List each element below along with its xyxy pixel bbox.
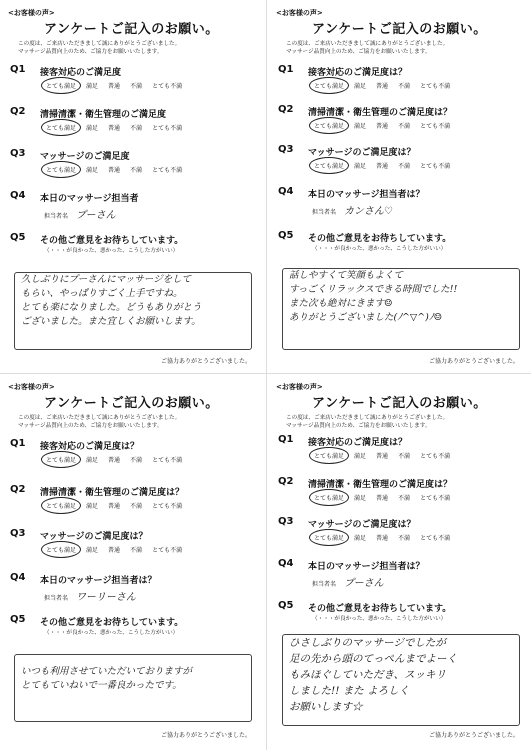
question-5: Q5 その他ご意見をお待ちしています。 （・・・が良かった、悪かった、こうした方がいい） xyxy=(10,232,184,254)
option-very-satisfied: とても満足 xyxy=(44,544,78,555)
staff-name: ワーリーさん xyxy=(75,592,136,603)
option-satisfied: 満足 xyxy=(354,495,367,502)
staff-name: カンさん♡ xyxy=(343,206,393,217)
comment-box: いつも利用させていただいておりますが とてもていねいで一番良かったです。 xyxy=(14,654,252,722)
option-very-dissatisfied: とても不満 xyxy=(420,123,451,130)
question-4: Q4 本日のマッサージ担当者は？ 担当者名 カンさん♡ xyxy=(278,186,425,217)
rating-options xyxy=(312,160,452,171)
survey-card-2 xyxy=(272,4,527,369)
option-satisfied: 満足 xyxy=(354,123,367,130)
option-dissatisfied: 不満 xyxy=(130,547,143,554)
question-2: Q2 清掃清潔・衛生管理のご満足度は？ とても満足 満足 普通 不満 とても不満 xyxy=(10,484,185,510)
question-4: Q4 本日のマッサージ担当者は？ 担当者名 プーさん xyxy=(278,558,425,589)
option-very-satisfied: とても満足 xyxy=(312,120,346,131)
option-normal: 普通 xyxy=(376,83,389,90)
survey-title: アンケートご記入のお願い。 xyxy=(44,396,219,411)
option-normal: 普通 xyxy=(108,547,121,554)
option-very-satisfied: とても満足 xyxy=(312,160,346,171)
comment-box: ひさしぶりのマッサージでしたが 足の先から頭のてっぺんまでよーく もみほぐしていただき、スッキリ しました!! また よろしく お願いします☆ xyxy=(282,634,520,726)
option-dissatisfied: 不満 xyxy=(398,453,411,460)
survey-card-1 xyxy=(4,4,259,369)
option-very-dissatisfied: とても不満 xyxy=(420,163,451,170)
option-dissatisfied: 不満 xyxy=(130,125,143,132)
option-very-dissatisfied: とても不満 xyxy=(420,535,451,542)
option-satisfied: 満足 xyxy=(354,163,367,170)
survey-title: アンケートご記入のお願い。 xyxy=(312,22,487,37)
question-5: Q5 その他ご意見をお待ちしています。 （・・・が良かった、悪かった、こうした方がいい） xyxy=(278,230,452,252)
option-normal: 普通 xyxy=(376,123,389,130)
option-normal: 普通 xyxy=(108,457,121,464)
option-dissatisfied: 不満 xyxy=(398,163,411,170)
option-dissatisfied: 不満 xyxy=(398,535,411,542)
option-very-satisfied: とても満足 xyxy=(312,492,346,503)
option-very-satisfied: とても満足 xyxy=(312,532,346,543)
question-2: Q2 清掃清潔・衛生管理のご満足度は？ とても満足 満足 普通 不満 とても不満 xyxy=(278,104,453,130)
option-dissatisfied: 不満 xyxy=(130,83,143,90)
option-very-dissatisfied: とても不満 xyxy=(152,457,183,464)
survey-card-4 xyxy=(272,378,527,743)
staff-field: 担当者名 カンさん♡ xyxy=(312,206,393,217)
footer-thanks: ご協力ありがとうございました。 xyxy=(160,732,251,739)
option-very-satisfied: とても満足 xyxy=(44,500,78,511)
option-dissatisfied: 不満 xyxy=(398,83,411,90)
footer-thanks: ご協力ありがとうございました。 xyxy=(428,732,519,739)
rating-options xyxy=(312,80,452,91)
footer-thanks: ご協力ありがとうございました。 xyxy=(160,358,251,365)
horizontal-divider xyxy=(0,373,531,374)
option-very-satisfied: とても満足 xyxy=(312,450,346,461)
option-satisfied: 満足 xyxy=(86,503,99,510)
option-satisfied: 満足 xyxy=(354,83,367,90)
option-very-dissatisfied: とても不満 xyxy=(152,167,183,174)
option-satisfied: 満足 xyxy=(86,547,99,554)
option-very-satisfied: とても満足 xyxy=(312,80,346,91)
comment-box: 話しやすくて笑顔もよくて すっごくリラックスできる時間でした!! また次も絶対にきます☺ ありがとうございました(ﾉ^▽^)ﾉ☺ xyxy=(282,268,520,350)
option-very-dissatisfied: とても不満 xyxy=(152,547,183,554)
question-3: Q3 マッサージのご満足度は？ とても満足 満足 普通 不満 とても不満 xyxy=(10,528,183,554)
comment-hint: （・・・が良かった、悪かった、こうした方がいい） xyxy=(44,630,179,636)
intro-text: この度は、ご来店いただきまして誠にありがとうございました。 マッサージ品質向上のため、ご協力をお願いいたします。 xyxy=(18,41,181,55)
option-normal: 普通 xyxy=(108,503,121,510)
question-3: Q3 マッサージのご満足度は？ とても満足 満足 普通 不満 とても不満 xyxy=(278,516,451,542)
option-dissatisfied: 不満 xyxy=(130,167,143,174)
option-normal: 普通 xyxy=(108,167,121,174)
rating-options xyxy=(44,164,184,175)
rating-options xyxy=(312,532,452,543)
comment-hint: （・・・が良かった、悪かった、こうした方がいい） xyxy=(312,616,447,622)
question-4: Q4 本日のマッサージ担当者は？ 担当者名 ワーリーさん xyxy=(10,572,157,603)
survey-title: アンケートご記入のお願い。 xyxy=(44,22,219,37)
header-tag: <お客様の声> xyxy=(8,383,55,391)
rating-options xyxy=(44,454,184,465)
rating-options xyxy=(44,122,184,133)
option-very-satisfied: とても満足 xyxy=(44,122,78,133)
option-normal: 普通 xyxy=(376,163,389,170)
staff-name: プーさん xyxy=(343,578,384,589)
option-very-dissatisfied: とても不満 xyxy=(420,83,451,90)
staff-field: 担当者名 プーさん xyxy=(312,578,384,589)
option-very-dissatisfied: とても不満 xyxy=(420,495,451,502)
comment-box: 久しぶりにプーさんにマッサージをして もらい、やっぱりすごく上手ですね。 とても楽になりました。どうもありがとう ございました。また宜しくお願いします。 xyxy=(14,272,252,350)
option-satisfied: 満足 xyxy=(354,535,367,542)
intro-text: この度は、ご来店いただきまして誠にありがとうございました。 マッサージ品質向上のため、ご協力をお願いいたします。 xyxy=(18,415,181,429)
rating-options xyxy=(312,492,452,503)
rating-options xyxy=(44,544,184,555)
intro-text: この度は、ご来店いただきまして誠にありがとうございました。 マッサージ品質向上のため、ご協力をお願いいたします。 xyxy=(286,41,449,55)
option-satisfied: 満足 xyxy=(86,457,99,464)
rating-options xyxy=(44,80,184,91)
comment-hint: （・・・が良かった、悪かった、こうした方がいい） xyxy=(44,248,179,254)
question-2: Q2 清掃清潔・衛生管理のご満足度 とても満足 満足 普通 不満 とても不満 xyxy=(10,106,183,132)
question-4: Q4 本日のマッサージ担当者 担当者名 プーさん xyxy=(10,190,139,221)
survey-title: アンケートご記入のお願い。 xyxy=(312,396,487,411)
header-tag: <お客様の声> xyxy=(8,9,55,17)
option-very-satisfied: とても満足 xyxy=(44,80,78,91)
option-very-satisfied: とても満足 xyxy=(44,454,78,465)
rating-options xyxy=(44,500,184,511)
option-dissatisfied: 不満 xyxy=(398,495,411,502)
option-satisfied: 満足 xyxy=(86,83,99,90)
option-very-dissatisfied: とても不満 xyxy=(152,503,183,510)
footer-thanks: ご協力ありがとうございました。 xyxy=(428,358,519,365)
intro-text: この度は、ご来店いただきまして誠にありがとうございました。 マッサージ品質向上のため、ご協力をお願いいたします。 xyxy=(286,415,449,429)
option-normal: 普通 xyxy=(376,453,389,460)
option-normal: 普通 xyxy=(376,495,389,502)
vertical-divider xyxy=(266,0,267,750)
header-tag: <お客様の声> xyxy=(276,9,323,17)
rating-options xyxy=(312,120,452,131)
option-dissatisfied: 不満 xyxy=(130,503,143,510)
option-satisfied: 満足 xyxy=(354,453,367,460)
option-very-satisfied: とても満足 xyxy=(44,164,78,175)
question-1: Q1 接客対応のご満足度は？ とても満足 満足 普通 不満 とても不満 xyxy=(10,438,183,464)
question-5: Q5 その他ご意見をお待ちしています。 （・・・が良かった、悪かった、こうした方がいい） xyxy=(278,600,452,622)
option-dissatisfied: 不満 xyxy=(130,457,143,464)
option-very-dissatisfied: とても不満 xyxy=(152,125,183,132)
option-dissatisfied: 不満 xyxy=(398,123,411,130)
comment-hint: （・・・が良かった、悪かった、こうした方がいい） xyxy=(312,246,447,252)
option-normal: 普通 xyxy=(376,535,389,542)
staff-field: 担当者名 ワーリーさん xyxy=(44,592,136,603)
staff-field: 担当者名 プーさん xyxy=(44,210,116,221)
staff-name: プーさん xyxy=(75,210,116,221)
option-normal: 普通 xyxy=(108,83,121,90)
option-satisfied: 満足 xyxy=(86,125,99,132)
question-2: Q2 清掃清潔・衛生管理のご満足度は？ とても満足 満足 普通 不満 とても不満 xyxy=(278,476,453,502)
question-1: Q1 接客対応のご満足度は？ とても満足 満足 普通 不満 とても不満 xyxy=(278,434,451,460)
survey-card-3 xyxy=(4,378,259,743)
question-1: Q1 接客対応のご満足度は？ とても満足 満足 普通 不満 とても不満 xyxy=(278,64,451,90)
question-1: Q1 接客対応のご満足度 とても満足 満足 普通 不満 とても不満 xyxy=(10,64,183,90)
option-satisfied: 満足 xyxy=(86,167,99,174)
question-3: Q3 マッサージのご満足度 とても満足 満足 普通 不満 とても不満 xyxy=(10,148,183,174)
rating-options xyxy=(312,450,452,461)
option-very-dissatisfied: とても不満 xyxy=(420,453,451,460)
option-very-dissatisfied: とても不満 xyxy=(152,83,183,90)
question-5: Q5 その他ご意見をお待ちしています。 （・・・が良かった、悪かった、こうした方がいい） xyxy=(10,614,184,636)
option-normal: 普通 xyxy=(108,125,121,132)
header-tag: <お客様の声> xyxy=(276,383,323,391)
question-3: Q3 マッサージのご満足度は？ とても満足 満足 普通 不満 とても不満 xyxy=(278,144,451,170)
